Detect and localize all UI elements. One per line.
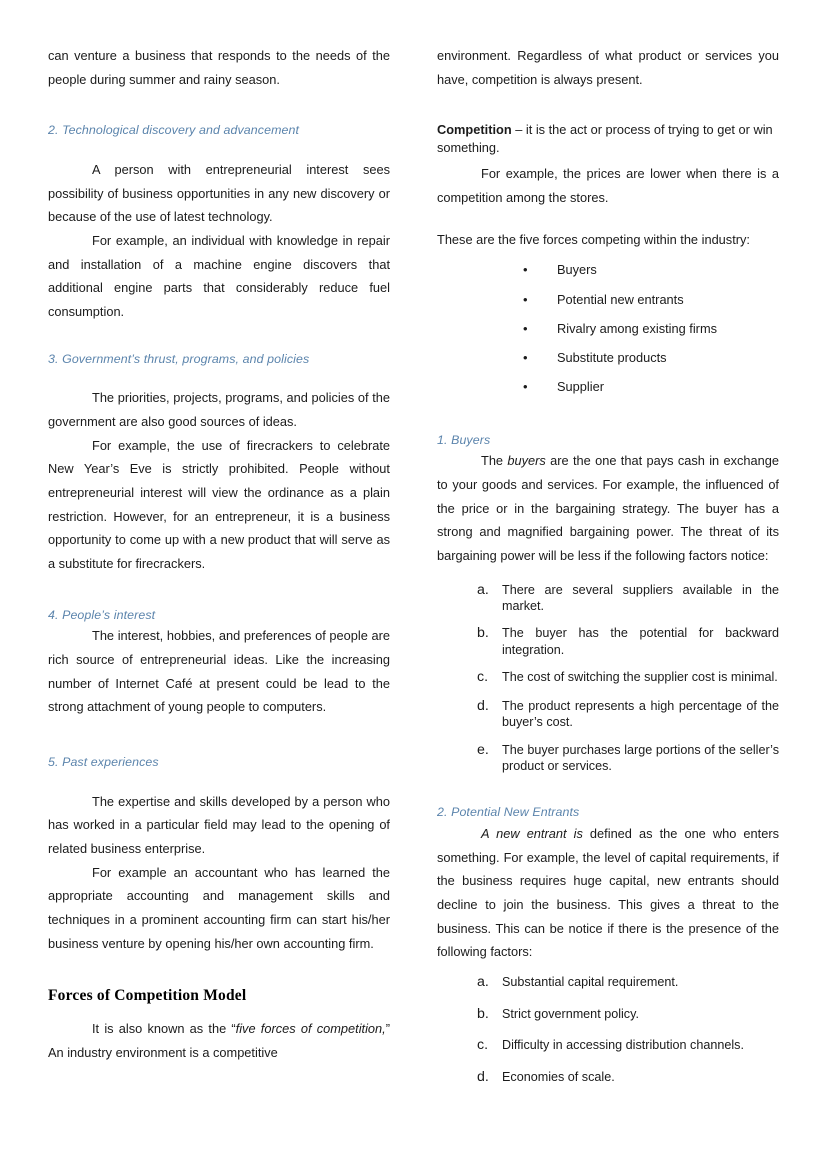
spacer [48,91,390,121]
paragraph-tech-1: A person with entrepreneurial interest sees possibility of business opportunities in any new discovery or because of the use of latest technology. [48,161,390,225]
spacer [437,964,779,974]
heading-government-thrust: 3. Government’s thrust, programs, and policies [48,351,310,366]
competition-dash: – [511,122,526,138]
forces-lead-prefix: It is also known as the “ [92,1020,236,1036]
list-item [437,262,779,278]
list-marker: c. [477,669,489,686]
paragraph-peoples-interest: The interest, hobbies, and preferences of people are rich source of entrepreneurial ideas. Like the increasing number of Internet Café at present could be lead to the strong attachment of young people to computers. [48,628,390,715]
list-marker: b. [477,625,489,642]
list-item [437,698,779,731]
list-item [437,1069,779,1087]
competition-example: For example, the prices are lower when there is a competition among the stores. [437,165,779,205]
list-marker: d. [477,1069,489,1086]
buyers-factors-list [437,582,779,775]
spacer [48,772,390,790]
list-marker: e. [477,741,489,758]
list-item [437,292,779,308]
list-item [437,974,779,992]
spacer [48,368,390,386]
list-item-label: Potential new entrants [557,291,684,307]
new-entrant-text: defined as the one who enters something. For example, the level of capital requirements, if the business requires huge capital, new entrants should decline to join the business. This gives a threat to the business. This can be notice if there is the presence of the following factors: [437,825,779,960]
paragraph-forces-lead [48,1017,390,1064]
list-item [437,379,779,395]
list-marker: a. [477,973,489,990]
list-item-label: Difficulty in accessing distribution channels. [502,1038,744,1053]
list-item [437,350,779,366]
spacer [48,719,390,753]
spacer [437,785,779,803]
list-item-label: There are several suppliers available in the market. [502,582,779,614]
list-item-label: Supplier [557,379,604,395]
spacer [437,248,779,262]
spacer [48,576,390,606]
continued-paragraph: can venture a business that responds to the needs of the people during summer and rainy season. [48,48,390,87]
spacer [48,955,390,985]
new-entrant-italic-term: A new entrant is [481,825,583,841]
competition-definition-text: it is the act or process of trying to get or win something. [437,122,773,155]
list-item [437,1006,779,1024]
list-item-label: Rivalry among existing firms [557,320,718,336]
list-item-label: Economies of scale. [502,1070,615,1085]
left-column [48,44,390,1134]
spacer [437,91,779,121]
spacer [437,568,779,582]
heading-forces-of-competition-model: Forces of Competition Model [48,987,247,1005]
bullet-icon: • [523,291,528,307]
list-marker: d. [477,697,489,714]
spacer [48,324,390,350]
new-entrants-factors-list [437,974,779,1087]
bullet-icon: • [523,320,528,336]
list-item [437,1037,779,1055]
bullet-icon: • [523,379,528,395]
bullet-icon: • [523,262,528,278]
spacer [437,409,779,431]
buyers-text-part2: are the one that pays cash in exchange to your goods and services. For example, the influenced of the price or in the bargaining strategy. The buyer has a strong and magnified bargaining power. The threat of its bargaining power will be less if the following factors notice: [437,453,779,564]
list-item [437,321,779,337]
list-item [437,582,779,615]
right-column [437,44,779,1134]
spacer [437,209,779,231]
paragraph-buyers [437,449,779,567]
list-item-label: The cost of switching the supplier cost is minimal. [502,670,778,685]
heading-technological-discovery: 2. Technological discovery and advancement [48,123,300,138]
list-item-label: The product represents a high percentage of the buyer’s cost. [502,698,779,730]
spacer [48,140,390,158]
forces-lead-suffix: ” An industry environment is a competitive [48,1020,390,1060]
five-forces-intro: These are the five forces competing within the industry: [437,232,750,248]
buyers-italic-term: buyers [507,453,546,469]
list-marker: b. [477,1005,489,1022]
two-column-layout [48,44,780,1134]
paragraph-tech-2: For example, an individual with knowledge in repair and installation of a machine engine discovers that additional engine parts that considerably reduce fuel consumption. [48,232,390,319]
paragraph-government-1: The priorities, projects, programs, and policies of the government are also good sources of ideas. [48,390,390,429]
list-item-label: Buyers [557,262,597,278]
buyers-text-part1: The [481,453,508,469]
five-forces-list [437,262,779,395]
heading-buyers: 1. Buyers [437,432,491,447]
list-item-label: Substitute products [557,350,667,366]
heading-past-experiences: 5. Past experiences [48,754,159,769]
bullet-icon: • [523,350,528,366]
list-item-label: Strict government policy. [502,1006,639,1021]
list-item [437,669,779,687]
list-item [437,742,779,775]
list-marker: c. [477,1037,489,1054]
list-marker: a. [477,581,489,598]
list-item [437,625,779,658]
list-item-label: Substantial capital requirement. [502,974,679,989]
paragraph-past-1: The expertise and skills developed by a person who has worked in a particular field may lead to the opening of related business enterprise. [48,793,390,856]
list-item-label: The buyer has the potential for backward integration. [502,626,779,657]
paragraph-new-entrants [437,822,779,964]
heading-peoples-interest: 4. People’s interest [48,607,156,622]
paragraph-past-2: For example an accountant who has learned the appropriate accounting and management skills and techniques in a prominent accounting firm can start his/her business venture by opening his/her own accounting firm. [48,864,390,951]
spacer [48,1007,390,1017]
heading-potential-new-entrants: 2. Potential New Entrants [437,805,580,820]
continued-paragraph-right: environment. Regardless of what product or services you have, competition is always present. [437,48,779,87]
competition-term: Competition [437,122,512,138]
competition-definition [437,121,779,156]
list-item-label: The buyer purchases large portions of the seller’s product or services. [502,742,779,773]
paragraph-government-2: For example, the use of firecrackers to celebrate New Year’s Eve is strictly prohibited. People without entrepreneurial interest will view the ordinance as a plain restriction. However, for an entrepreneur, it is a business opportunity to come up with a new product that will serve as a substitute for firecrackers. [48,437,390,571]
forces-lead-italic: five forces of competition, [235,1020,386,1036]
